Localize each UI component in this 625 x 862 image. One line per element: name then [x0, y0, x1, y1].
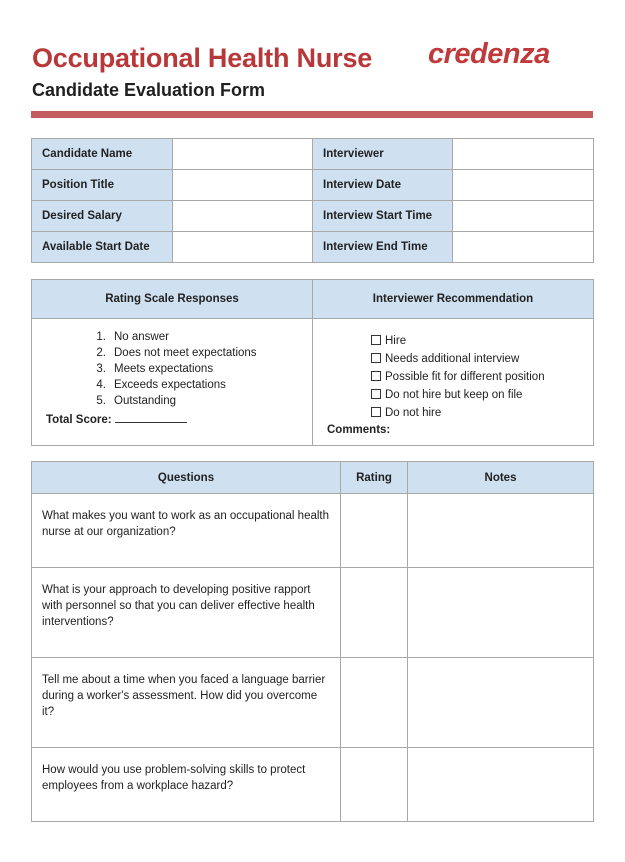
recommendation-option-keep-on-file[interactable]: Do not hire but keep on file	[371, 386, 583, 404]
rating-field[interactable]	[341, 568, 408, 658]
notes-header: Notes	[408, 462, 594, 494]
comments-label: Comments:	[327, 424, 391, 436]
rating-header: Rating	[341, 462, 408, 494]
checkbox-icon[interactable]	[371, 353, 381, 363]
position-title-field[interactable]	[173, 170, 313, 201]
table-row	[32, 170, 594, 201]
interview-start-time-field[interactable]	[453, 201, 594, 232]
table-row	[32, 568, 594, 658]
interview-date-label: Interview Date	[313, 170, 453, 201]
rating-scale-list	[46, 329, 302, 409]
rating-field[interactable]	[341, 658, 408, 748]
interview-end-time-label: Interview End Time	[313, 232, 453, 263]
recommendation-cell	[313, 319, 594, 446]
candidate-name-field[interactable]	[173, 139, 313, 170]
interview-start-time-label: Interview Start Time	[313, 201, 453, 232]
table-row	[32, 658, 594, 748]
list-item: 2. Does not meet expectations	[96, 347, 257, 359]
total-score-field[interactable]	[115, 411, 187, 423]
table-row	[32, 232, 594, 263]
questions-table	[31, 461, 594, 822]
recommendation-option-do-not-hire[interactable]: Do not hire	[371, 404, 583, 422]
interview-end-time-field[interactable]	[453, 232, 594, 263]
recommendation-header: Interviewer Recommendation	[313, 280, 594, 319]
list-item: 3. Meets expectations	[96, 363, 214, 375]
available-start-date-label: Available Start Date	[32, 232, 173, 263]
position-title-label: Position Title	[32, 170, 173, 201]
interviewer-label: Interviewer	[313, 139, 453, 170]
page-subtitle: Candidate Evaluation Form	[32, 80, 266, 100]
available-start-date-field[interactable]	[173, 232, 313, 263]
table-row	[32, 201, 594, 232]
table-row	[32, 139, 594, 170]
notes-field[interactable]	[408, 748, 594, 822]
recommendation-option-additional-interview[interactable]: Needs additional interview	[371, 350, 583, 368]
checkbox-icon[interactable]	[371, 389, 381, 399]
list-item: 5. Outstanding	[96, 395, 177, 407]
table-row	[32, 462, 594, 494]
desired-salary-field[interactable]	[173, 201, 313, 232]
table-row	[32, 494, 594, 568]
checkbox-icon[interactable]	[371, 407, 381, 417]
rating-field[interactable]	[341, 748, 408, 822]
checkbox-icon[interactable]	[371, 335, 381, 345]
checkbox-icon[interactable]	[371, 371, 381, 381]
list-item: 4. Exceeds expectations	[96, 379, 226, 391]
company-logo: credenza	[428, 38, 550, 70]
recommendation-option-hire[interactable]: Hire	[371, 332, 583, 350]
questions-header: Questions	[32, 462, 341, 494]
question-text: Tell me about a time when you faced a language barrier during a worker's assessment. How did you overcome it?	[32, 658, 341, 748]
interviewer-field[interactable]	[453, 139, 594, 170]
list-item: 1. No answer	[96, 331, 169, 343]
total-score-label: Total Score:	[46, 414, 112, 426]
question-text: What is your approach to developing positive rapport with personnel so that you can deliver effective health interventions?	[32, 568, 341, 658]
rating-scale-header: Rating Scale Responses	[32, 280, 313, 319]
table-row	[32, 748, 594, 822]
total-score	[46, 411, 302, 428]
candidate-name-label: Candidate Name	[32, 139, 173, 170]
notes-field[interactable]	[408, 658, 594, 748]
notes-field[interactable]	[408, 494, 594, 568]
question-text: What makes you want to work as an occupational health nurse at our organization?	[32, 494, 341, 568]
table-row	[32, 319, 594, 446]
desired-salary-label: Desired Salary	[32, 201, 173, 232]
interview-date-field[interactable]	[453, 170, 594, 201]
notes-field[interactable]	[408, 568, 594, 658]
table-row	[32, 280, 594, 319]
recommendation-options	[327, 329, 583, 422]
candidate-info-table	[31, 138, 594, 263]
rating-scale-cell	[32, 319, 313, 446]
question-text: How would you use problem-solving skills to protect employees from a workplace hazard?	[32, 748, 341, 822]
rating-field[interactable]	[341, 494, 408, 568]
page-title: Occupational Health Nurse	[32, 43, 373, 73]
recommendation-option-different-position[interactable]: Possible fit for different position	[371, 368, 583, 386]
header-divider	[31, 111, 593, 118]
rating-recommendation-table	[31, 279, 594, 446]
